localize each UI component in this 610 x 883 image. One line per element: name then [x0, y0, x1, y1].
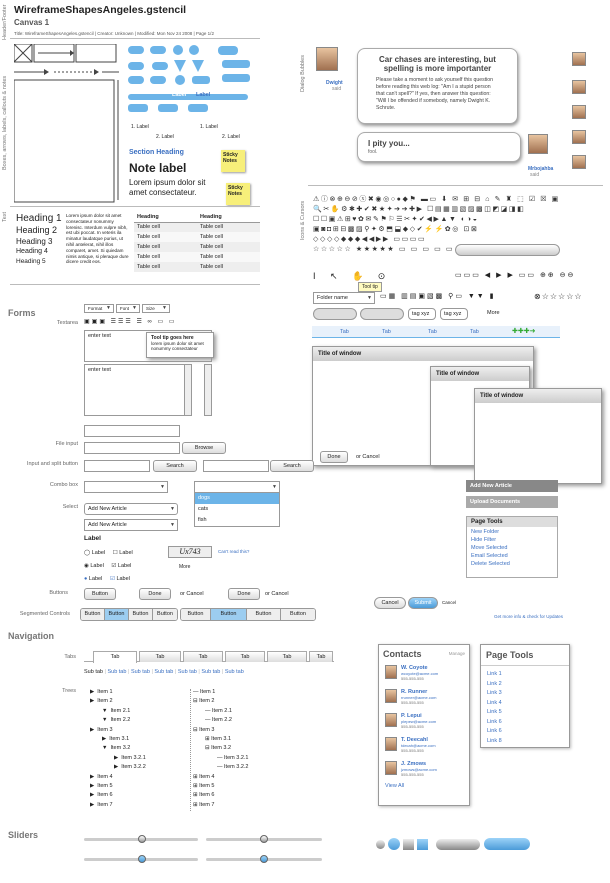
checkbox-label: Label — [116, 576, 130, 582]
heading-4: Heading 4 — [16, 248, 48, 255]
page-link[interactable]: Link 2 — [487, 680, 502, 687]
contact-name[interactable]: W. Coyote — [401, 665, 428, 671]
name-mrbojahba: Mrbojahba — [528, 166, 554, 172]
data-table — [134, 212, 260, 272]
tree-item: ▶ Item 3.2.1 — [114, 754, 146, 761]
icon-row: ▣◙◘⊞⊟▩▨⚲✦⚙⬒⬓◆◇✔⚡⚡✿◎ ⊡⊠ — [313, 226, 479, 233]
icon-row: ☐☐▣⚠⊞♥✿✉✎⚑⚐☰✂✦✔◀▶▲▼ ◐◑◒ — [313, 216, 479, 223]
page-title: WireframeShapesAngeles.gstencil — [14, 4, 187, 16]
upload-button[interactable]: Upload Documents — [466, 496, 558, 508]
format-select[interactable]: Format ▼ — [84, 304, 114, 313]
contact-email[interactable]: tdecah@acme.com — [401, 743, 436, 748]
subtab[interactable]: Sub tab — [84, 669, 103, 675]
menu-link[interactable]: Hide Filter — [471, 537, 497, 543]
contact-row[interactable] — [379, 711, 469, 735]
window-title: Title of window — [475, 389, 601, 403]
subtab[interactable]: Sub tab — [201, 669, 221, 675]
search-split-button-2[interactable]: Search — [270, 460, 314, 472]
menu-link[interactable]: Email Selected — [471, 553, 508, 559]
slider-knob[interactable] — [138, 855, 146, 863]
segment[interactable]: Button — [181, 609, 211, 620]
tree-item: ⊞ Item 6 — [193, 792, 215, 799]
tree-item: — Item 2.2 — [205, 717, 232, 724]
file-input[interactable] — [84, 442, 180, 454]
segmented-control-2[interactable] — [180, 608, 316, 621]
icons-label: Icons & Cursors — [300, 200, 306, 240]
avatar — [385, 665, 397, 679]
contact-name[interactable]: P. Lepui — [401, 713, 422, 719]
done-button[interactable]: Done — [320, 451, 348, 463]
heading-5: Heading 5 — [16, 258, 46, 265]
tree-item: ▶ Item 2 — [90, 698, 113, 705]
tree-item: ⊞ Item 3.1 — [205, 735, 232, 742]
trees-label: Trees — [62, 688, 76, 694]
avatar — [385, 737, 397, 751]
select-dropdown[interactable]: Add New Article ▼ — [84, 519, 178, 531]
subtab[interactable]: Sub tab — [224, 669, 244, 675]
said-mrbojahba: said — [530, 172, 540, 178]
or-cancel-link[interactable]: or Cancel — [265, 591, 289, 597]
table-row: Table cell Table cell — [134, 252, 260, 262]
bubble-title: Car chases are interesting, but spelling is more importanter — [379, 55, 496, 73]
tree-2[interactable] — [190, 689, 249, 811]
tree-item: ▶ Item 1 — [90, 689, 113, 695]
page-tools-panel — [480, 644, 570, 748]
sliders-section-title: Sliders — [8, 830, 39, 840]
sticky-note-1: Sticky Notes — [221, 150, 245, 172]
bubble-body: Please take a moment to ask yourself this question before reading this web log: "Am I a stupid person that can't spell?" If yes, then answer this question: "Will I be offended if somebody, namely Dwight K. Schrute. — [376, 77, 494, 111]
heading-1: Heading 1 — [16, 213, 62, 224]
contact-name[interactable]: J. Zmows — [401, 761, 427, 767]
tag-chip[interactable]: tag xyz — [408, 308, 436, 320]
canvas-label: Canvas 1 — [14, 18, 50, 27]
bubble-title: I pity you... — [368, 139, 410, 148]
tab[interactable]: Tab — [470, 329, 479, 335]
tooltip-title: Tool tip goes here — [151, 335, 194, 341]
select-dropdown[interactable]: Add New Article ▼ — [84, 503, 178, 515]
table-header: Heading — [197, 212, 260, 222]
segment[interactable]: Button — [153, 609, 177, 620]
browse-button[interactable]: Browse — [182, 442, 226, 454]
dialog-label: Dialog Bubbles — [300, 55, 306, 92]
text-label: Text — [2, 211, 8, 222]
checkbox-label: Label — [117, 563, 132, 569]
contacts-title: Contacts — [383, 649, 422, 659]
tree-item: — Item 3.2.1 — [217, 754, 249, 761]
checkbox-label: Label — [119, 550, 133, 556]
tree-item: — Item 3.2.2 — [217, 764, 249, 771]
tree-item: ▶ Item 3.1 — [102, 735, 130, 742]
icon-row: ⚠ⓘ⊗⊕⊖⊘ⓧ✖◉◎○●◆⚑ ▬▭ ⬇ ✉ ⊞ ⊟ ⌂ ✎ ♜ ⬚ ☑ ☒ ▣ — [313, 196, 560, 203]
contact-name[interactable]: T. Deecahl — [401, 737, 428, 743]
stars-rating[interactable]: ⊗☆☆☆☆☆ — [534, 292, 583, 301]
combo-dropdown — [194, 492, 280, 527]
forms-section-title: Forms — [8, 308, 36, 318]
segment[interactable]: Button — [247, 609, 281, 620]
page-link[interactable]: Link 6 — [487, 728, 502, 734]
num-label-2: 2. Label — [156, 134, 174, 140]
more-info-link[interactable]: Get more info & check for Updates — [494, 614, 564, 619]
radio-check-grid[interactable]: ◯ Label ☐ Label ◉ Label ☑ Label ● Label ☑ Label — [84, 550, 133, 582]
manage-link[interactable]: Manage — [448, 651, 465, 656]
tree-item: ▶ Item 6 — [90, 792, 113, 799]
editor-toolbar[interactable]: ▣▣▣ ☰☰☰ ☰ ∞ ▭ ▭ — [84, 319, 177, 325]
cancel-link[interactable]: Cancel — [442, 600, 457, 605]
table-header: Heading — [134, 212, 197, 222]
contact-row[interactable] — [379, 687, 469, 711]
captcha-image: Ux743 — [168, 546, 212, 558]
radio-label: Label — [91, 550, 106, 556]
window-title: Title of window — [431, 367, 529, 381]
search-pill[interactable] — [360, 308, 404, 320]
dialog-bubble-2 — [357, 132, 521, 162]
contact-phone: 555-555-555 — [401, 724, 424, 729]
callout-label-2: Label — [196, 92, 211, 98]
divider — [10, 206, 260, 207]
textarea-1[interactable]: enter text — [84, 330, 212, 362]
segment[interactable]: Button — [105, 609, 129, 620]
textarea-label: Textarea — [56, 320, 78, 326]
tree-item: ▼ Item 2.1 — [102, 707, 131, 714]
radio-label: Label — [90, 563, 104, 569]
page-tools-title: Page Tools — [467, 517, 557, 527]
name-dwight: Dwight — [326, 80, 343, 86]
avatar — [572, 155, 586, 169]
tab[interactable]: Tab — [382, 329, 391, 335]
tree-item: ▶ Item 4 — [90, 773, 113, 780]
menu-link[interactable]: Move Selected — [471, 545, 508, 551]
combo-box[interactable] — [84, 481, 168, 493]
icon-row: ☆☆☆☆☆ ★★★★★ ▭ ▭ ▭ ▭ ▭ — [313, 246, 455, 253]
contacts-panel — [378, 644, 470, 806]
slider-knob[interactable] — [138, 835, 146, 843]
subtab[interactable]: Sub tab — [154, 669, 174, 675]
icon-row: 🔍✂✋⚙✱✚✔✖★✦➔➔✚▶ ☐▤▦▥▧▨▩◫◩◪◨◧ — [313, 206, 526, 213]
avatar — [385, 761, 397, 775]
dialog-bubble-1 — [357, 48, 518, 124]
arrows-boxes — [14, 44, 124, 204]
label-title: Label — [84, 535, 101, 542]
icon-row: ◇◇◇◇◆◆◆◀◀▶▶ ▭▭▭▭ — [313, 236, 427, 243]
contact-email[interactable]: plepew@acme.com — [401, 719, 437, 724]
tooltip-box — [146, 332, 214, 358]
tree-item: ⊞ Item 5 — [193, 782, 215, 789]
avatar-mrbojahba — [528, 134, 548, 154]
search-split-button[interactable]: Search — [153, 460, 197, 472]
tree-item: — Item 2.1 — [205, 707, 232, 714]
tree-item: ▶ Item 3.2.2 — [114, 764, 146, 771]
tree-item: ⊟ Item 2 — [193, 698, 215, 705]
button-shapes — [376, 838, 531, 850]
table-row: Table cell Table cell — [134, 232, 260, 242]
page-link[interactable]: Link 5 — [487, 709, 502, 715]
bubble-body: fool. — [368, 149, 378, 155]
folder-name-select[interactable]: Folder name ▼ — [313, 292, 375, 304]
avatar — [385, 713, 397, 727]
add-article-menu[interactable]: Add New Article — [466, 480, 558, 492]
segmented-control-1[interactable] — [80, 608, 178, 621]
split-input[interactable] — [84, 460, 150, 472]
avatar — [572, 130, 586, 144]
page-link[interactable]: Link 4 — [487, 699, 502, 706]
size-select[interactable]: Size ▼ — [142, 304, 170, 313]
contact-phone: 555-555-555 — [401, 700, 424, 705]
tab[interactable]: Tab — [93, 651, 137, 663]
combo-label: Combo box — [49, 482, 78, 488]
contact-phone: 555-555-555 — [401, 772, 424, 777]
navigation-section-title: Navigation — [8, 631, 55, 641]
arrow-icons: ✚✚✚➜ — [512, 328, 536, 335]
or-cancel-link[interactable]: or Cancel — [180, 591, 204, 597]
tree-item: ⊞ Item 7 — [193, 801, 215, 808]
textarea-2[interactable]: enter text — [84, 364, 192, 416]
heading-3: Heading 3 — [16, 237, 53, 246]
select-label: Select — [62, 504, 78, 510]
blue-callouts — [128, 44, 258, 116]
tab[interactable]: Tab — [309, 651, 333, 662]
more-link[interactable]: More — [487, 310, 500, 316]
contact-row[interactable] — [379, 735, 469, 759]
submit-button[interactable]: Submit — [408, 597, 438, 609]
search-pill[interactable] — [313, 308, 357, 320]
num-label-4: 2. Label — [222, 134, 240, 140]
text-headings — [16, 213, 62, 268]
num-label-3: 1. Label — [200, 124, 218, 130]
cant-read-link[interactable]: Can't read this? — [218, 549, 250, 554]
tree-1[interactable] — [90, 689, 146, 811]
split-input-2[interactable] — [203, 460, 269, 472]
tree-item: ▶ Item 5 — [90, 782, 113, 789]
window-title: Title of window — [313, 347, 533, 361]
menu-link[interactable]: Delete Selected — [471, 561, 510, 567]
segment[interactable]: Button — [211, 609, 247, 620]
slider-knob[interactable] — [260, 855, 268, 863]
sticky-note-2: Sticky Notes — [226, 183, 250, 205]
divider — [10, 38, 260, 39]
tabs-label: Tabs — [64, 654, 76, 660]
or-cancel-link[interactable]: or Cancel — [356, 454, 380, 460]
subtab[interactable]: Sub tab — [177, 669, 197, 675]
avatar-dwight — [316, 47, 338, 71]
combo-option[interactable]: cats — [198, 506, 209, 512]
done-button[interactable]: Done — [139, 588, 171, 600]
font-select[interactable]: Font ▼ — [116, 304, 140, 313]
divider — [308, 185, 603, 186]
tab[interactable]: Tab — [340, 329, 349, 335]
avatar — [572, 80, 586, 94]
combo-option[interactable]: dogs — [195, 493, 279, 504]
table-row: Table cell Table cell — [134, 222, 260, 232]
tooltip: Tool tip — [358, 282, 382, 292]
page-tools-title: Page Tools — [481, 645, 569, 666]
subtab[interactable]: Sub tab — [107, 669, 127, 675]
tab[interactable]: Tab — [139, 651, 181, 662]
contact-email[interactable]: jzmows@acme.com — [401, 767, 437, 772]
combo-option[interactable]: fish — [198, 517, 207, 523]
contact-row[interactable] — [379, 663, 469, 687]
file-input-label: File input — [55, 441, 78, 447]
section-heading: Section Heading — [129, 149, 184, 156]
slider-knob[interactable] — [260, 835, 268, 843]
contact-phone: 555-555-555 — [401, 748, 424, 753]
contact-name[interactable]: R. Runner — [401, 689, 428, 695]
window-3 — [474, 388, 602, 484]
cancel-button[interactable]: Cancel — [374, 597, 406, 609]
tree-item: — Item 1 — [193, 689, 216, 695]
subtab-bar: Sub tab | Sub tab | Sub tab | Sub tab | Sub tab | Sub tab | Sub tab — [84, 669, 244, 675]
input-split-label: Input and split button — [26, 461, 78, 467]
divider — [10, 284, 260, 285]
tooltip-body: lorem ipsum dolor sit amet nonummy consectateur — [151, 341, 204, 351]
boxes-label: Boxes, arrows, labels, callouts & notes — [2, 75, 8, 170]
paragraph-text: Lorem ipsum dolor sit amet consectateur nonummy lorenisc. Interdum vulpre nibh, est ubi poccat. In veteris ila minatur laudatque purius, ut nihil antelerat, nihil illos comparet, amet. Si quiedam nimis antique, si pleraque dure dicere credit eos. — [66, 213, 129, 265]
avatar — [572, 52, 586, 66]
num-label-1: 1. Label — [131, 124, 149, 130]
radio-label: Label — [88, 576, 103, 582]
segmented-label: Segmented Controls — [19, 611, 70, 617]
note-label: Note label — [129, 161, 187, 175]
tab[interactable]: Tab — [428, 329, 437, 335]
avatar — [572, 105, 586, 119]
tag-chip[interactable]: tag xyz — [440, 308, 468, 320]
said-dwight: said — [332, 86, 342, 92]
tab[interactable]: Tab — [225, 651, 265, 662]
table-row: Table cell Table cell — [134, 262, 260, 272]
tree-item: ▶ Item 3 — [90, 726, 113, 733]
spinner-input[interactable] — [84, 425, 180, 437]
table-row: Table cell Table cell — [134, 242, 260, 252]
tree-item: ▼ Item 2.2 — [102, 717, 131, 724]
callout-label-1: Label — [172, 92, 187, 98]
segment[interactable]: Button — [281, 609, 315, 620]
more-dropdown[interactable]: More — [179, 564, 191, 570]
view-all-link[interactable]: View All — [385, 783, 405, 789]
tree-item: ▶ Item 7 — [90, 801, 113, 808]
cursor-icons: I ↖ ✋ ⊙ — [313, 271, 392, 281]
segment[interactable]: Button — [81, 609, 105, 620]
segment[interactable]: Button — [129, 609, 153, 620]
tree-item: ▼ Item 3.2 — [102, 745, 131, 752]
page-tools-menu — [466, 516, 558, 578]
button[interactable]: Button — [84, 588, 116, 600]
contact-row[interactable] — [379, 759, 469, 783]
tree-item: ⊟ Item 3 — [193, 726, 215, 733]
contact-email[interactable]: rrunner@acme.com — [401, 695, 437, 700]
header-footer-label: Header/Footer — [2, 4, 8, 40]
lorem-text: Lorem ipsum dolor sit amet consectateur. — [129, 178, 206, 197]
heading-2: Heading 2 — [16, 225, 58, 235]
playback-icons: ▭▭▭ ◀ ▶ ▶ ▭▭ ⊕⊕ ⊖⊖ — [455, 272, 576, 279]
tab[interactable]: Tab — [183, 651, 223, 662]
page-link[interactable]: Link 8 — [487, 737, 502, 744]
tree-item: ⊟ Item 3.2 — [205, 745, 232, 752]
page-link[interactable]: Link 3 — [487, 690, 502, 696]
scrollbar[interactable] — [204, 364, 212, 416]
tree-item: ⊞ Item 4 — [193, 773, 215, 780]
buttons-label: Buttons — [49, 590, 68, 596]
page-link[interactable]: Link 1 — [487, 671, 502, 677]
media-player[interactable] — [455, 244, 560, 256]
scrollbar[interactable] — [184, 364, 192, 416]
contact-phone: 555-555-555 — [401, 676, 424, 681]
tab[interactable]: Tab — [267, 651, 307, 662]
subtab[interactable]: Sub tab — [130, 669, 150, 675]
toolbar-icons: ▭▦ ▥▤▣▧▩ ⚲▭ ▼▼ ▮ — [380, 293, 496, 300]
contact-email[interactable]: wcoyote@acme.com — [401, 671, 439, 676]
meta-line: Title: WireframeShapesAngeles.gstencil | Creator: Unknown | Modified: Mon Nov 24 2008 | Page 1/2 — [14, 31, 214, 36]
avatar — [385, 689, 397, 703]
menu-link[interactable]: New Folder — [471, 529, 500, 535]
page-link[interactable]: Link 6 — [487, 718, 502, 725]
done-button[interactable]: Done — [228, 588, 260, 600]
